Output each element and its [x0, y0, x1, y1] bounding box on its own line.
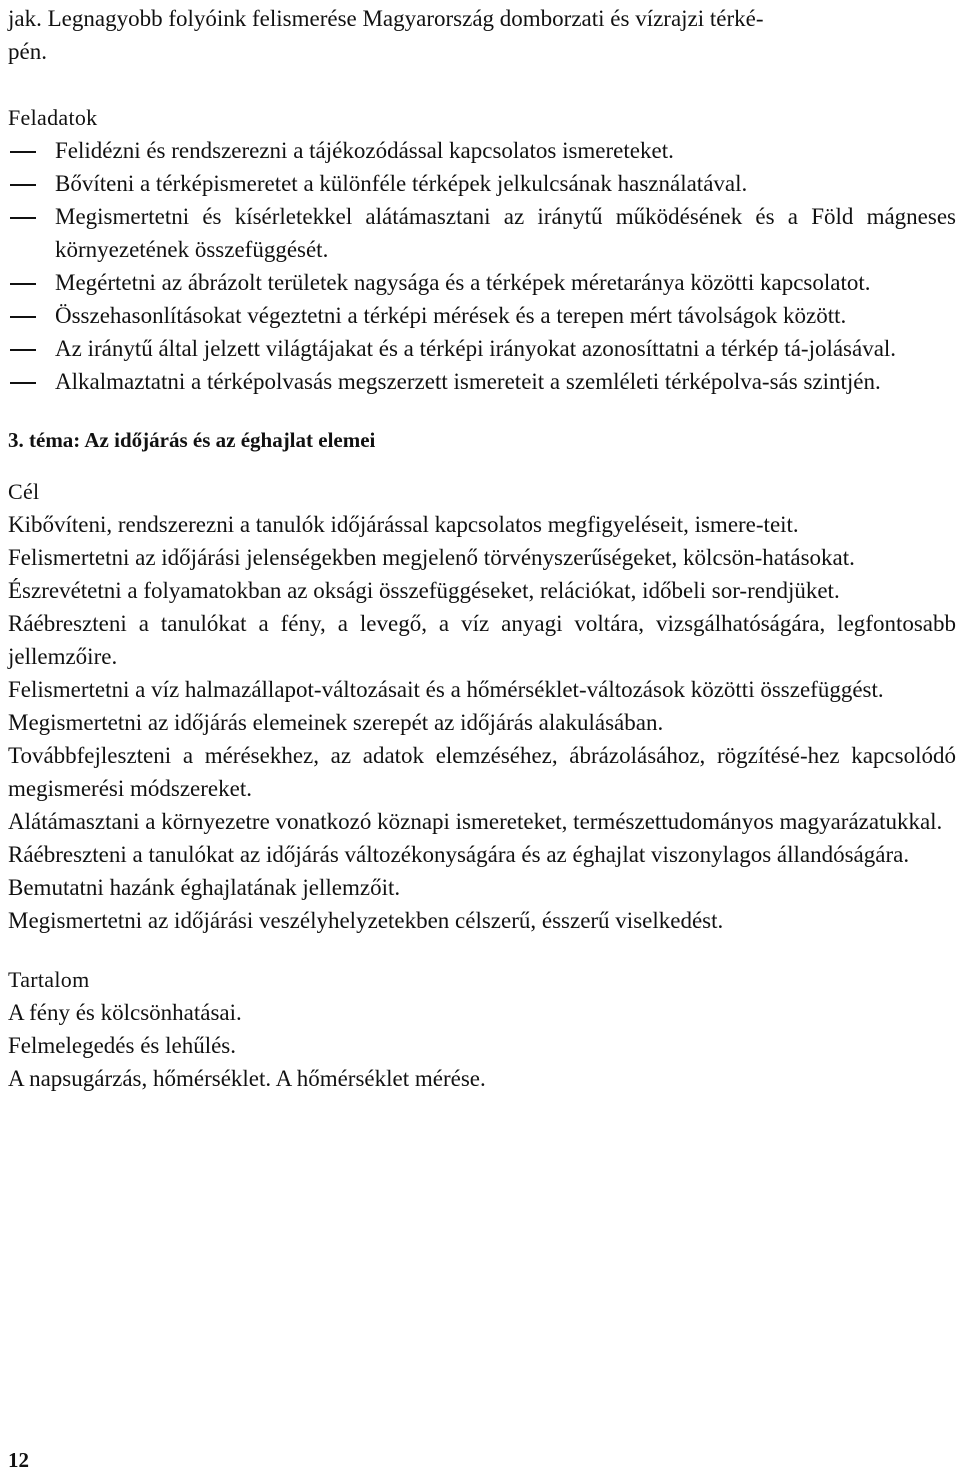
cel-paragraph: Megismertetni az időjárási veszélyhelyzetekben célszerű, ésszerű viselkedést. [8, 908, 724, 933]
cel-paragraphs [8, 508, 956, 937]
cel-paragraph: Felismertetni az időjárási jelenségekben megjelenő törvényszerűségeket, kölcsön-hatásokat. [8, 545, 855, 570]
intro-line-2: pén. [8, 39, 47, 64]
spacer [8, 398, 956, 424]
feladatok-item: Az iránytű által jelzett világtájakat és a térképi irányokat azonosíttatni a térkép tá-jolásával. [55, 336, 897, 361]
feladatok-item: Felidézni és rendszerezni a tájékozódással kapcsolatos ismereteket. [55, 138, 674, 163]
feladatok-heading: Feladatok [8, 105, 98, 130]
spacer [8, 68, 956, 101]
feladatok-item: Bővíteni a térképismeretet a különféle térképek jelkulcsának használatával. [55, 171, 748, 196]
cel-paragraph: Alátámasztani a környezetre vonatkozó köznapi ismereteket, természettudományos magyarázatukkal. [8, 809, 943, 834]
tartalom-list [8, 996, 956, 1095]
feladatok-item: Megismertetni és kísérletekkel alátámasztani az iránytű működésének és a Föld mágneses környezetének összefüggését. [55, 204, 956, 262]
cel-paragraph: Megismertetni az időjárás elemeinek szerepét az időjárás alakulásában. [8, 710, 664, 735]
spacer [8, 937, 956, 963]
cel-paragraph: Bemutatni hazánk éghajlatának jellemzőit. [8, 875, 401, 900]
cel-paragraph: Ráébreszteni a tanulókat a fény, a levegő, a víz anyagi voltára, vizsgálhatóságára, legfontosabb jellemzőire. [8, 611, 956, 669]
tartalom-item: A fény és kölcsönhatásai. [8, 1000, 242, 1025]
spacer [8, 457, 956, 475]
tartalom-heading: Tartalom [8, 967, 90, 992]
cel-paragraph: Ráébreszteni a tanulókat az időjárás változékonyságára és az éghajlat viszonylagos állandóságára. [8, 842, 910, 867]
cel-heading: Cél [8, 479, 40, 504]
intro-line-1: jak. Legnagyobb folyóink felismerése Magyarország domborzati és vízrajzi térké- [8, 6, 764, 31]
feladatok-list [8, 134, 956, 398]
tartalom-item: Felmelegedés és lehűlés. [8, 1033, 237, 1058]
page-number: 12 [8, 1448, 29, 1472]
feladatok-item: Összehasonlításokat végeztetni a térképi mérések és a terepen mért távolságok között. [55, 303, 847, 328]
tartalom-item: A napsugárzás, hőmérséklet. A hőmérséklet mérése. [8, 1066, 486, 1091]
cel-paragraph: Észrevétetni a folyamatokban az oksági összefüggéseket, relációkat, időbeli sor-rendjüket. [8, 578, 840, 603]
document-page [8, 2, 956, 1095]
feladatok-item: Megértetni az ábrázolt területek nagysága és a térképek méretaránya közötti kapcsolatot. [55, 270, 871, 295]
topic-title: 3. téma: Az időjárás és az éghajlat elemei [8, 428, 376, 452]
feladatok-item: Alkalmaztatni a térképolvasás megszerzett ismereteit a szemléleti térképolva-sás szintjén. [55, 369, 881, 394]
cel-paragraph: Továbbfejleszteni a mérésekhez, az adatok elemzéséhez, ábrázolásához, rögzítésé-hez kapcsolódó megismerési módszereket. [8, 743, 956, 801]
cel-paragraph: Felismertetni a víz halmazállapot-változásait és a hőmérséklet-változások közötti összefüggést. [8, 677, 884, 702]
cel-paragraph: Kibővíteni, rendszerezni a tanulók időjárással kapcsolatos megfigyeléseit, ismere-teit. [8, 512, 799, 537]
